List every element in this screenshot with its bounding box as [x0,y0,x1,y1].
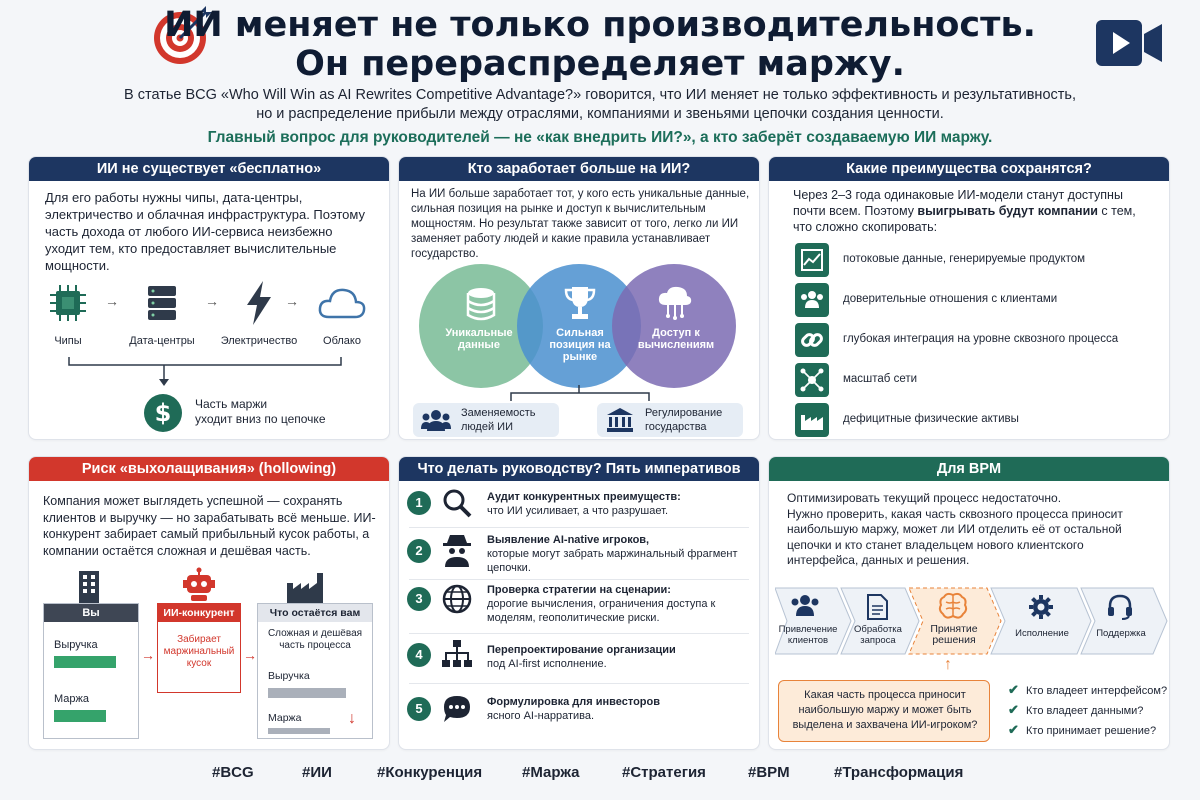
card-advantages [768,156,1170,440]
card-text: Компания может выглядеть успешной — сохранять клиентов и выручку — но зарабатывать всё меньше. ИИ-конкурент забирает самый прибыльный кусок работы, а компании остаётся сложная и дешёвая часть. [43,494,376,558]
cloud-compute-icon [657,285,693,321]
video-camera-icon [1096,20,1162,66]
advantage-item: дефицитные физические активы [795,403,1135,437]
chain-label-cloud: Облако [323,335,361,347]
factor-replaceability [413,403,559,437]
step-number: 1 [407,491,431,515]
step-number: 3 [407,587,431,611]
document-icon [866,594,888,620]
decision-step: Принятие решения [930,623,978,646]
card-compute-cost [28,156,390,440]
arrow-right-icon: → [243,647,257,663]
callout-box: Какая часть процесса приносит наибольшую маржу и может быть выделена и захвачена ИИ-игроком? [778,680,990,742]
card-text: Через 2–3 года одинаковые ИИ-модели станут доступны почти всем. Поэтому выигрывать будут компании с тем, что сложно скопировать: [793,188,1136,234]
margin-note: Часть маржи уходит вниз по цепочке [195,397,326,426]
lightning-icon [241,281,277,325]
network-icon [795,363,829,397]
card-title: Кто заработает больше на ИИ? [399,157,759,181]
hashtag[interactable]: #BCG [212,764,254,781]
margin-bar [54,710,106,722]
globe-icon [441,583,473,615]
chip-icon [48,283,88,323]
robot-icon [181,567,217,603]
card-text: На ИИ больше заработает тот, у кого есть уникальные данные, сильная позиция на рынке и доступ к вычислительным мощностям. Но результат также зависит от того, легко ли ИИ заменяет работу людей и какие правила устанавливает государство. [411,188,750,260]
building-icon [73,569,105,603]
spy-icon [441,533,473,567]
chat-icon [441,693,473,725]
magnifier-icon [441,487,473,519]
you-box: Вы Выручка Маржа [43,603,139,739]
database-icon [465,287,497,321]
card-title: ИИ не существует «бесплатно» [29,157,389,181]
hashtag[interactable]: #Конкуренция [377,764,483,781]
card-title: Что делать руководству? Пять императивов [399,457,759,481]
check-icon: ✔ [1008,682,1019,697]
trophy-icon [563,285,597,321]
card-title: Для BPM [769,457,1169,481]
people-icon [421,409,451,431]
brain-icon [938,592,968,620]
venn-diagram [399,259,760,389]
svg-text:$: $ [154,399,172,427]
card-who-earns [398,156,760,440]
arrow-down-icon: ↓ [348,710,356,727]
card-title: Какие преимущества сохранятся? [769,157,1169,181]
government-icon [607,408,633,432]
factory-icon [285,569,325,603]
circle-label-data: Уникальные данные [445,327,513,351]
arrow-right-icon: → [285,293,299,309]
clients-icon [795,283,829,317]
card-hollowing [28,456,390,750]
headset-icon [1106,594,1134,620]
check-icon: ✔ [1008,702,1019,717]
card-text: Оптимизировать текущий процесс недостаточно. Нужно проверить, какая часть сквозного процесса приносит наибольшую маржу, может ли ИИ отделить её от остальной цепочки и кто станет владельцем нового клиентского интерфейса, данных и решения. [787,491,1123,567]
factory-icon [795,403,829,437]
hashtag[interactable]: #BPM [748,764,790,781]
lede: В статье BCG «Who Will Win as AI Rewrites Competitive Advantage?» говорится, что ИИ меняет не только эффективность и результативность, но и распределение прибыли между отраслями, компаниями и звеньями цепочки создания ценности. [124,87,1076,122]
link-icon [795,323,829,357]
check-icon: ✔ [1008,722,1019,737]
cloud-icon [317,285,367,321]
card-title: Риск «выхолащивания» (hollowing) [29,457,389,481]
gear-icon [1028,594,1054,620]
margin-bar-grey [268,728,330,734]
arrow-up-icon: ↑ [944,656,952,673]
key-question: Главный вопрос для руководителей — не «как внедрить ИИ?», а кто заберёт создаваемую ИИ маржу. [207,129,993,146]
chain-label-electricity: Электричество [220,335,298,347]
dollar-icon [143,393,183,433]
factor-regulation [597,403,743,437]
server-icon [142,283,182,323]
revenue-bar [54,656,116,668]
page-title: ИИ меняет не только производительность. Он перераспределяет маржу. [164,5,1036,84]
circle-label-market: Сильная позиция на рынке [549,327,611,363]
you-header: Вы [44,604,138,622]
chain-bracket [29,353,390,393]
step-number: 2 [407,539,431,563]
remainder-box: Что остаётся вам Сложная и дешёвая часть процесса Выручка Маржа ↓ [257,603,373,739]
factor-label: Регулирование государства [645,407,723,433]
circle-label-compute: Доступ к вычислениям [637,327,715,351]
chart-icon [795,243,829,277]
arrow-right-icon: → [205,293,219,309]
chain-label-datacenters: Дата-центры [129,335,195,347]
advantage-item: глубокая интеграция на уровне сквозного процесса [795,323,1135,357]
chain-label-chips: Чипы [54,335,82,347]
advantage-item: масштаб сети [795,363,1135,397]
advantage-item: доверительные отношения с клиентами [795,283,1135,317]
step-number: 4 [407,643,431,667]
step-number: 5 [407,697,431,721]
card-imperatives: Что делать руководству? Пять императивов 1 Аудит конкурентных преимуществ: что ИИ усиливает, а что разрушает. 2 Выявление AI-native игроков, которые могут забрать маржинальный фрагмент цепочки. 3 Проверка стратегии на сценарии: дорогие вычисления, ограничения доступа к моделям, геополитические риски. 4 Перепроектирование организации под AI-first исполнение. 5 Формулировка для инвесторов ясного AI-нарратива. [398,456,760,750]
revenue-bar-grey [268,688,346,698]
advantage-item: потоковые данные, генерируемые продуктом [795,243,1135,277]
competitor-box: ИИ-конкурент Забирает маржинальный кусок [157,603,241,693]
hashtag[interactable]: #Маржа [522,764,580,781]
arrow-right-icon: → [141,647,155,663]
hashtag[interactable]: #Трансформация [834,764,964,781]
venn-bracket [399,385,760,405]
factor-label: Заменяемость людей ИИ [461,407,536,433]
hashtag[interactable]: #ИИ [302,764,332,781]
org-chart-icon [441,639,473,669]
people-icon [790,594,820,618]
hashtag[interactable]: #Стратегия [622,764,706,781]
arrow-right-icon: → [105,293,119,309]
card-text: Для его работы нужны чипы, дата-центры, электричество и облачная инфраструктура. Поэтому часть дохода от любого ИИ-сервиса неизбежно уходит тем, кто предоставляет вычислительные мощности. [45,190,365,273]
